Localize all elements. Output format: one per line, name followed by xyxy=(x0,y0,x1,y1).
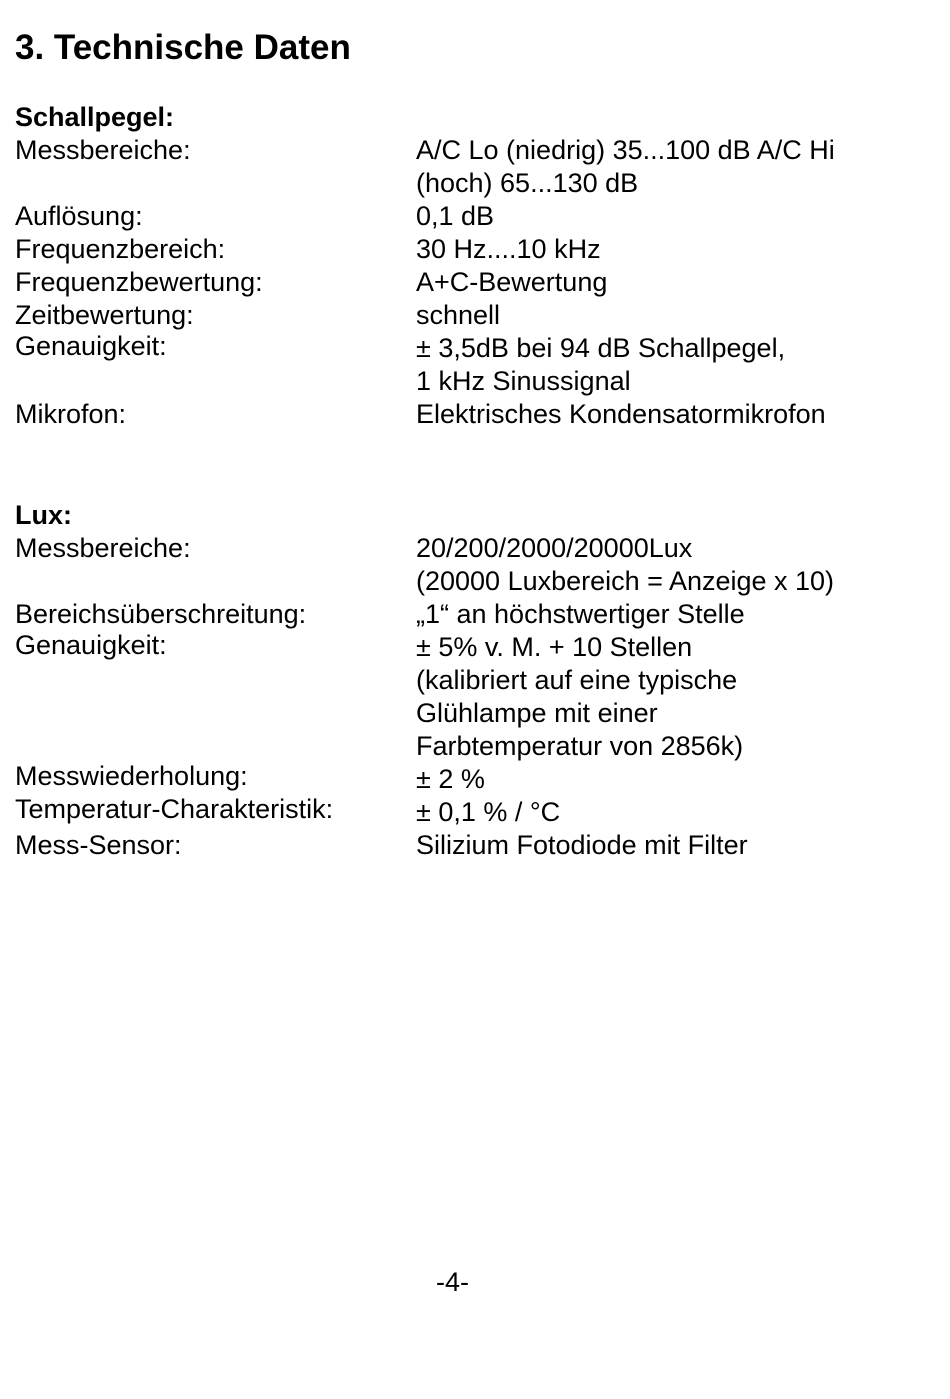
spec-label: Zeitbewertung: xyxy=(15,300,194,330)
page-title: 3. Technische Daten xyxy=(15,28,351,67)
page-number: -4- xyxy=(436,1267,469,1297)
spec-label: Genauigkeit: xyxy=(15,630,167,660)
spec-label: Bereichsüberschreitung: xyxy=(15,599,307,629)
spec-label: Mikrofon: xyxy=(15,399,127,429)
spec-value: ± 3,5dB bei 94 dB Schallpegel, 1 kHz Sinussignal xyxy=(416,333,786,396)
spec-row-aufloesung xyxy=(15,200,895,233)
spec-value: Elektrisches Kondensatormikrofon xyxy=(416,399,826,429)
spec-value: ± 0,1 % / °C xyxy=(416,797,561,827)
spec-row-messwiederholung xyxy=(15,763,895,796)
spec-label: Mess-Sensor: xyxy=(15,830,182,860)
spec-value: Silizium Fotodiode mit Filter xyxy=(416,830,748,860)
spec-value: ± 2 % xyxy=(416,764,485,794)
lux-section xyxy=(15,499,895,862)
spec-row-zeitbewertung xyxy=(15,299,895,332)
spec-row-messbereiche xyxy=(15,532,895,598)
spec-value: schnell xyxy=(416,300,501,330)
spec-label: Messbereiche: xyxy=(15,135,191,165)
spec-row-genauigkeit xyxy=(15,631,895,763)
spec-value: „1“ an höchstwertiger Stelle xyxy=(416,599,745,629)
spec-row-genauigkeit xyxy=(15,332,895,398)
spec-row-frequenzbewertung xyxy=(15,266,895,299)
schallpegel-heading: Schallpegel: xyxy=(15,102,175,132)
spec-row-bereichsueberschreitung xyxy=(15,598,895,631)
spec-row-temperatur-charakteristik xyxy=(15,796,895,829)
spec-value: A/C Lo (niedrig) 35...100 dB A/C Hi (hoch) 65...130 dB xyxy=(416,135,835,198)
spec-label: Frequenzbereich: xyxy=(15,234,226,264)
schallpegel-section xyxy=(15,101,895,431)
spec-row-frequenzbereich xyxy=(15,233,895,266)
spec-value: ± 5% v. M. + 10 Stellen (kalibriert auf eine typische Glühlampe mit einer Farbtemperatur von 2856k) xyxy=(416,632,744,761)
spec-value: A+C-Bewertung xyxy=(416,267,608,297)
spec-row-mikrofon xyxy=(15,398,895,431)
spec-label: Genauigkeit: xyxy=(15,331,167,361)
spec-label: Temperatur-Charakteristik: xyxy=(15,794,334,824)
spec-row-mess-sensor xyxy=(15,829,895,862)
spec-label: Messbereiche: xyxy=(15,533,191,563)
spec-value: 20/200/2000/20000Lux (20000 Luxbereich = Anzeige x 10) xyxy=(416,533,835,596)
spec-value: 30 Hz....10 kHz xyxy=(416,234,601,264)
spec-label: Messwiederholung: xyxy=(15,761,248,791)
lux-heading: Lux: xyxy=(15,500,72,530)
spec-label: Frequenzbewertung: xyxy=(15,267,263,297)
spec-value: 0,1 dB xyxy=(416,201,495,231)
spec-label: Auflösung: xyxy=(15,201,143,231)
spec-row-messbereiche xyxy=(15,134,895,200)
